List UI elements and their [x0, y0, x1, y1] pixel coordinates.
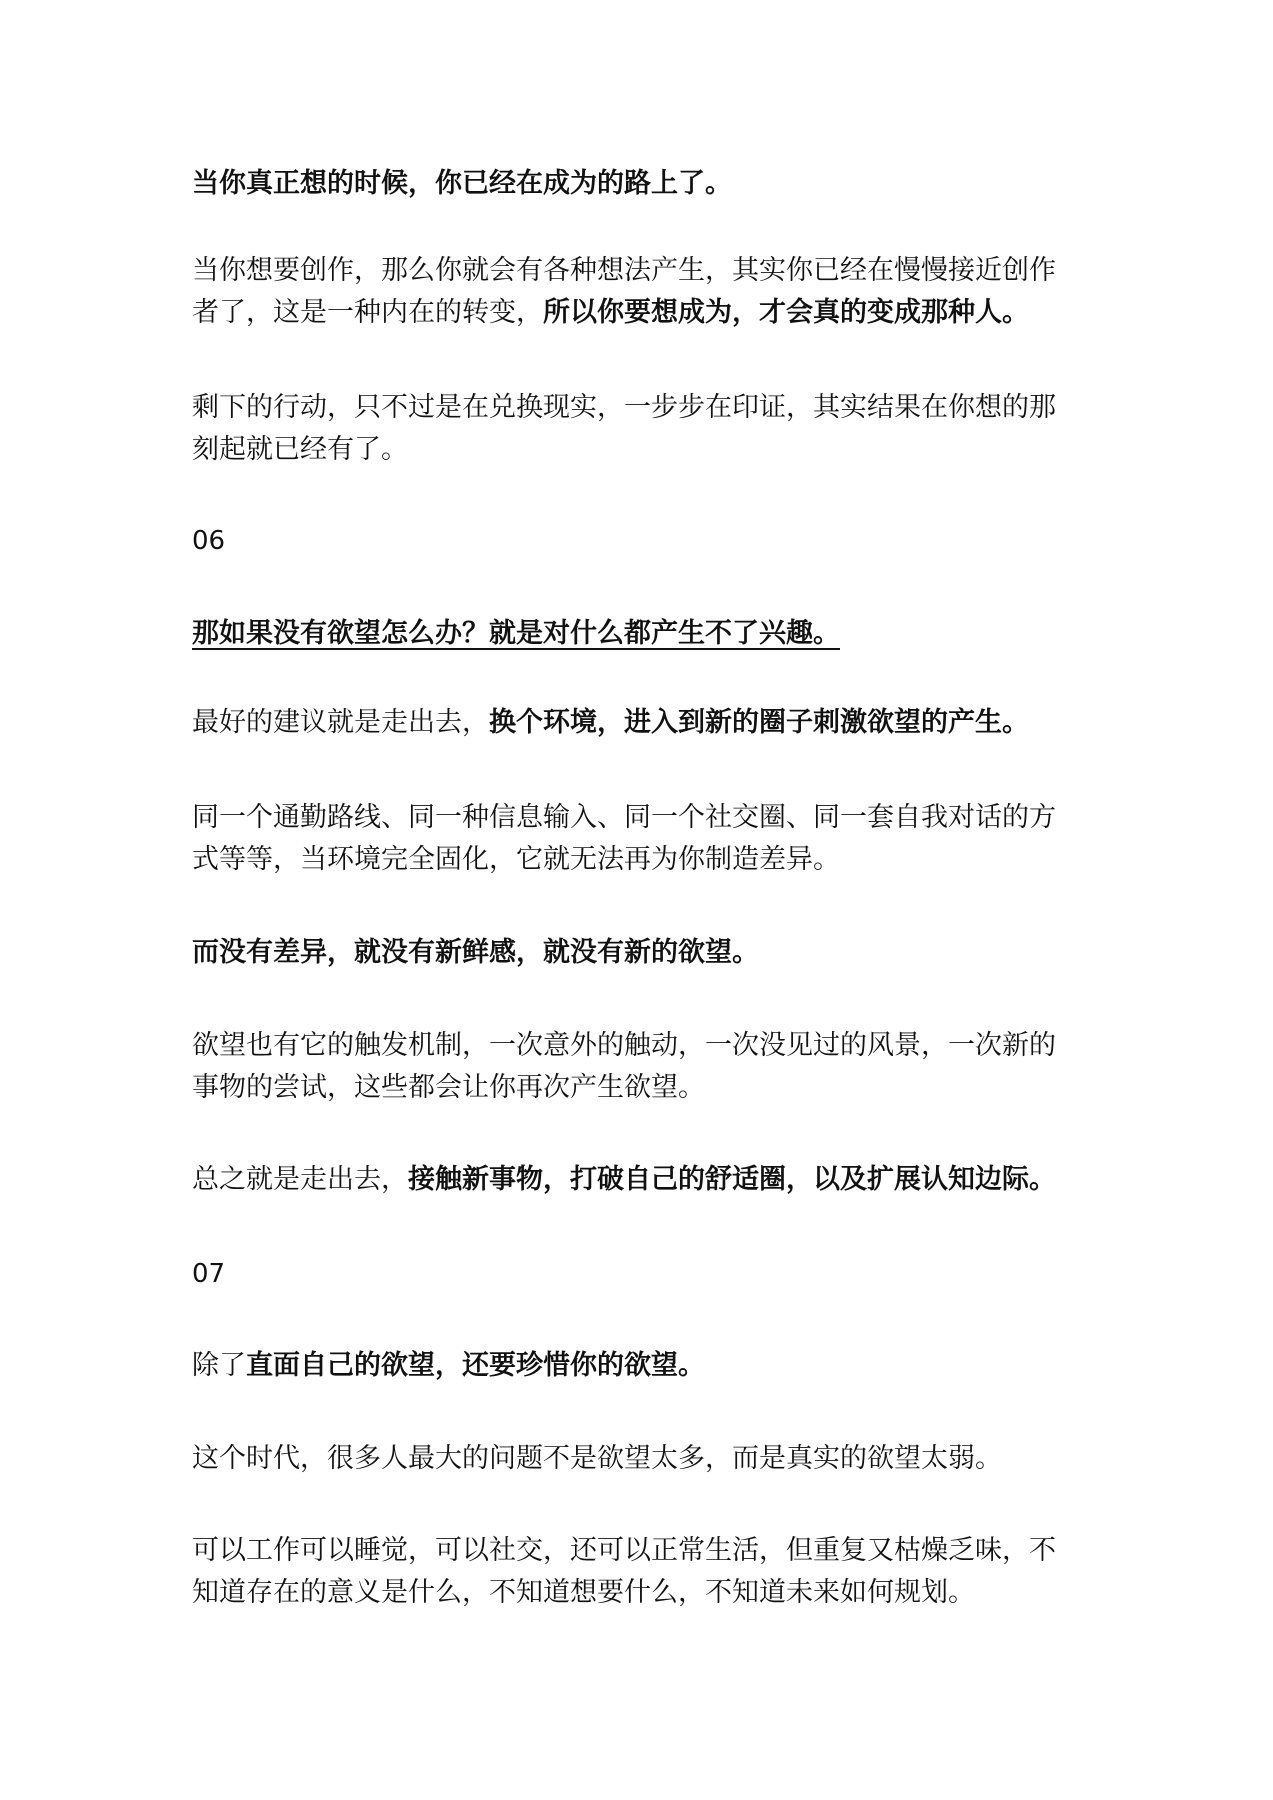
paragraph-1-text: 当你真正想的时候，你已经在成为的路上了。 — [192, 168, 732, 199]
paragraph-2 — [192, 250, 1092, 334]
paragraph-12 — [192, 1530, 1092, 1614]
paragraph-11 — [192, 1438, 1092, 1480]
paragraph-4-text: 那如果没有欲望怎么办？就是对什么都产生不了兴趣。 — [192, 618, 840, 649]
paragraph-4 — [192, 613, 1092, 655]
paragraph-10-lead: 除了 — [192, 1350, 246, 1381]
paragraph-9-emphasis: 接触新事物，打破自己的舒适圈，以及扩展认知边际。 — [408, 1164, 1056, 1195]
paragraph-11-text: 这个时代，很多人最大的问题不是欲望太多，而是真实的欲望太弱。 — [192, 1443, 1002, 1474]
paragraph-5 — [192, 702, 1092, 744]
paragraph-9 — [192, 1159, 1092, 1201]
paragraph-12-line1: 可以工作可以睡觉，可以社交，还可以正常生活，但重复又枯燥乏味，不 — [192, 1535, 1056, 1566]
paragraph-7 — [192, 932, 1092, 974]
paragraph-6-line1: 同一个通勤路线、同一种信息输入、同一个社交圈、同一套自我对话的方 — [192, 802, 1056, 833]
paragraph-3-line2: 刻起就已经有了。 — [192, 434, 408, 465]
paragraph-2-line2: 者了，这是一种内在的转变， — [192, 297, 543, 328]
paragraph-1 — [192, 163, 1092, 205]
paragraph-8-line1: 欲望也有它的触发机制，一次意外的触动，一次没见过的风景，一次新的 — [192, 1030, 1056, 1061]
paragraph-2-line1: 当你想要创作，那么你就会有各种想法产生，其实你已经在慢慢接近创作 — [192, 255, 1056, 286]
paragraph-6 — [192, 797, 1092, 881]
paragraph-9-lead: 总之就是走出去， — [192, 1164, 408, 1195]
paragraph-5-emphasis: 换个环境，进入到新的圈子刺激欲望的产生。 — [489, 707, 1029, 738]
paragraph-12-line2: 知道存在的意义是什么，不知道想要什么，不知道未来如何规划。 — [192, 1577, 975, 1608]
paragraph-10-emphasis: 直面自己的欲望，还要珍惜你的欲望。 — [246, 1350, 705, 1381]
paragraph-3 — [192, 387, 1092, 471]
paragraph-8 — [192, 1025, 1092, 1109]
paragraph-3-line1: 剩下的行动，只不过是在兑换现实，一步步在印证，其实结果在你想的那 — [192, 392, 1056, 423]
section-number-07: 07 — [192, 1259, 226, 1289]
paragraph-10 — [192, 1345, 1092, 1387]
section-number-06: 06 — [192, 526, 226, 556]
paragraph-5-lead: 最好的建议就是走出去， — [192, 707, 489, 738]
paragraph-2-emphasis: 所以你要想成为，才会真的变成那种人。 — [543, 297, 1029, 328]
paragraph-7-text: 而没有差异，就没有新鲜感，就没有新的欲望。 — [192, 937, 759, 968]
paragraph-8-line2: 事物的尝试，这些都会让你再次产生欲望。 — [192, 1072, 705, 1103]
paragraph-6-line2: 式等等，当环境完全固化，它就无法再为你制造差异。 — [192, 844, 840, 875]
